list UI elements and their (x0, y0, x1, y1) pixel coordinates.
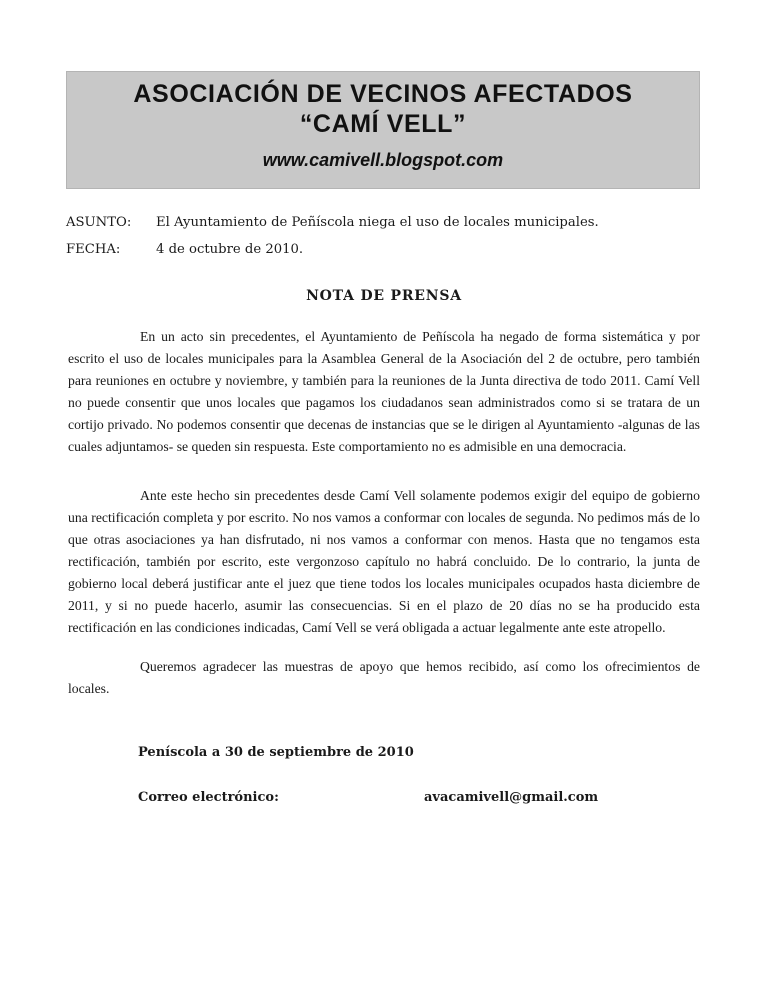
email-label: Correo electrónico: (138, 790, 279, 805)
asunto-value: El Ayuntamiento de Peñíscola niega el uso de locales municipales. (156, 215, 599, 230)
association-title-line2: “CAMÍ VELL” (299, 110, 467, 138)
place-date: Peníscola a 30 de septiembre de 2010 (138, 745, 414, 760)
header-banner (66, 71, 700, 189)
body-paragraph-2: Ante este hecho sin precedentes desde Camí Vell solamente podemos exigir del equipo de gobierno una rectificación completa y por escrito. No nos vamos a conformar con locales de segunda. No pedimos más de lo que otras asociaciones ya han disfrutado, ni nos vamos a conformar con menos. Hasta que no tengamos esta rectificación, también por escrito, este vergonzoso capítulo no habrá concluido. De lo contrario, la junta de gobierno local deberá justificar ante el juez que tiene todos los locales municipales ocupados hasta diciembre de 2011, y si no puede hacerlo, asumir las consecuencias. Si en el plazo de 20 días no se ha producido esta rectificación en las condiciones indicadas, Camí Vell se verá obligada a actuar legalmente ante este atropello. (68, 488, 700, 635)
asunto-label: ASUNTO: (66, 215, 132, 230)
association-title-line1: ASOCIACIÓN DE VECINOS AFECTADOS (133, 80, 633, 108)
email-address[interactable]: avacamivell@gmail.com (424, 790, 599, 805)
association-title (67, 79, 699, 139)
fecha-label: FECHA: (66, 242, 121, 257)
body-paragraph-3: Queremos agradecer las muestras de apoyo que hemos recibido, así como los ofrecimientos de locales. (68, 659, 700, 696)
press-release-title: NOTA DE PRENSA (306, 288, 462, 304)
blog-url[interactable]: www.camivell.blogspot.com (262, 150, 504, 170)
fecha-value: 4 de octubre de 2010. (156, 242, 304, 257)
body-paragraph-1: En un acto sin precedentes, el Ayuntamiento de Peñíscola ha negado de forma sistemática y por escrito el uso de locales municipales para la Asamblea General de la Asociación del 2 de octubre, pero también para reuniones en octubre y noviembre, y también para la reuniones de la Junta directiva de todo 2011. Camí Vell no puede consentir que unos locales que pagamos los ciudadanos sean administrados como si se tratara de un cortijo privado. No podemos consentir que decenas de instancias que se le dirigen al Ayuntamiento -algunas de las cuales adjuntamos- se queden sin respuesta. Este comportamiento no es admisible en una democracia. (68, 329, 700, 454)
